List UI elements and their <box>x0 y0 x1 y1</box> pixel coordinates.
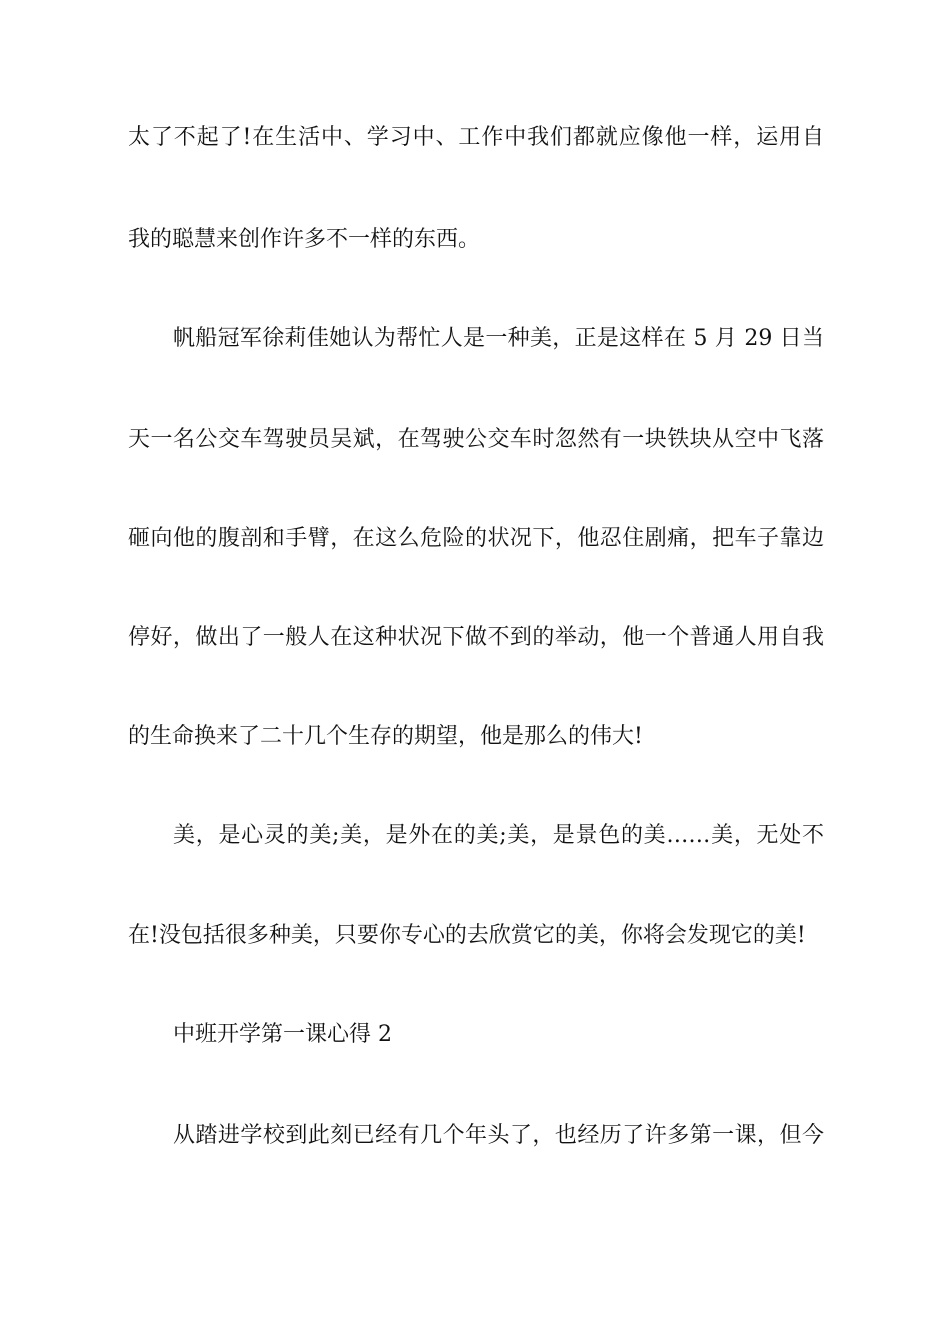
section-heading: 中班开学第一课心得 2 <box>173 1022 392 1047</box>
paragraph-2-line-2: 天一名公交车驾驶员吴斌，在驾驶公交车时忽然有一块铁块从空中飞落 <box>128 427 824 452</box>
paragraph-2-line-3: 砸向他的腹剖和手臂，在这么危险的状况下，他忍住剧痛，把车子靠边 <box>128 526 824 551</box>
paragraph-3-line-2: 在!没包括很多种美，只要你专心的去欣赏它的美，你将会发现它的美! <box>128 923 806 948</box>
paragraph-1-line-2: 我的聪慧来创作许多不一样的东西。 <box>128 227 481 252</box>
paragraph-2-line-5: 的生命换来了二十几个生存的期望，他是那么的伟大! <box>128 724 643 749</box>
paragraph-3-line-1: 美，是心灵的美;美，是外在的美;美，是景色的美……美，无处不 <box>173 823 824 848</box>
paragraph-4-line-1: 从踏进学校到此刻已经有几个年头了，也经历了许多第一课，但今 <box>173 1123 824 1148</box>
paragraph-2-line-4: 停好，做出了一般人在这种状况下做不到的举动，他一个普通人用自我 <box>128 625 824 650</box>
paragraph-1-line-1: 太了不起了!在生活中、学习中、工作中我们都就应像他一样，运用自 <box>128 125 824 150</box>
paragraph-2-line-1: 帆船冠军徐莉佳她认为帮忙人是一种美，正是这样在 5 月 29 日当 <box>173 326 824 351</box>
